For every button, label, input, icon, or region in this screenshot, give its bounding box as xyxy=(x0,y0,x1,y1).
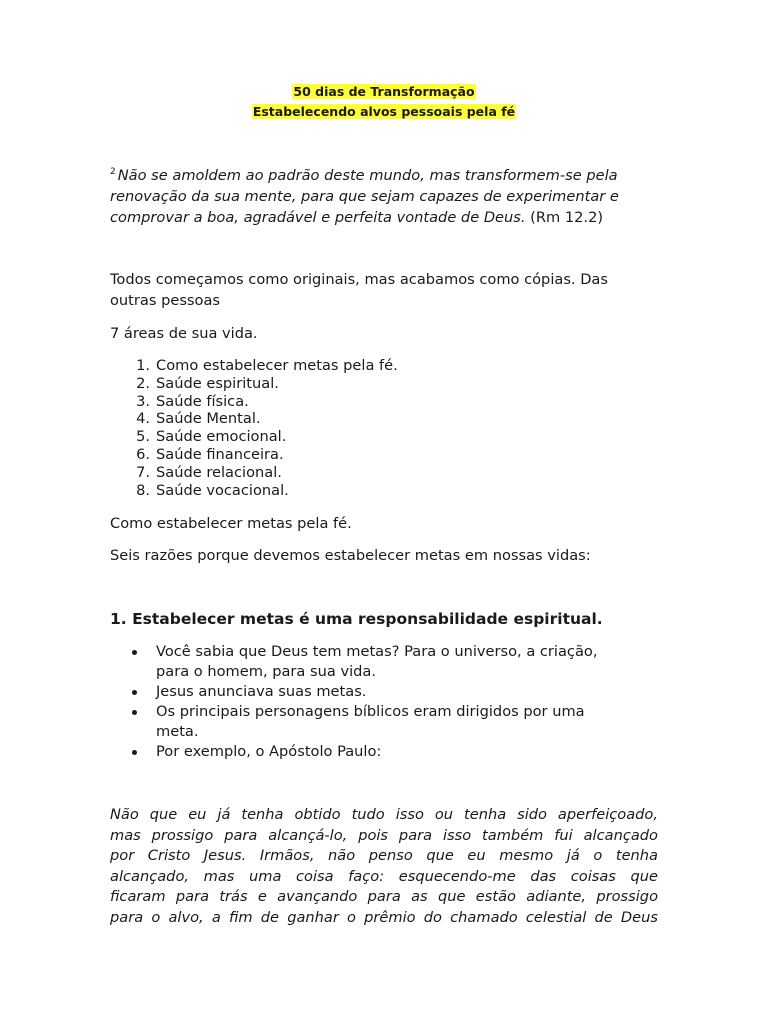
intro-paragraph: Todos começamos como originais, mas acabamos como cópias. Das outras pessoas xyxy=(110,271,608,309)
list-item-number: 4. xyxy=(136,410,150,428)
section-heading: 1. Estabelecer metas é uma responsabilidade espiritual. xyxy=(110,610,603,628)
bullet-icon xyxy=(132,710,137,715)
list-item-number: 7. xyxy=(136,463,150,481)
list-item-number: 1. xyxy=(136,357,150,374)
verse-reference: (Rm 12.2) xyxy=(530,209,604,226)
quote-line: Não que eu já tenha obtido tudo isso ou tenha sido aperfeiçoado, xyxy=(110,806,658,823)
list-item xyxy=(110,482,398,500)
verse-text: Não se amoldem ao padrão deste mundo, mas transformem-se pela renovação da sua mente, para que sejam capazes de experimentar e comprovar a boa, agradável e perfeita vontade de Deus. xyxy=(110,167,619,226)
list-item xyxy=(110,393,398,411)
document-title: 50 dias de Transformação xyxy=(293,84,475,99)
list-item-number: 8. xyxy=(136,481,150,499)
list-item xyxy=(110,464,398,482)
list-item-text: Saúde relacional. xyxy=(156,463,282,481)
list-item xyxy=(110,375,398,393)
list-item-number: 3. xyxy=(136,392,150,410)
bullet-text: Você sabia que Deus tem metas? Para o universo, a criação, xyxy=(156,643,598,660)
areas-title: 7 áreas de sua vida. xyxy=(110,325,258,342)
quote-paragraph xyxy=(110,805,658,928)
quote-line: ficaram para trás e avançando para as que estão adiante, prossigo xyxy=(110,888,658,905)
list-item-text: Saúde emocional. xyxy=(156,428,287,446)
quote-line: alcançado, mas uma coisa faço: esquecendo-me das coisas que xyxy=(110,867,658,885)
list-item-number: 6. xyxy=(136,445,150,463)
bullet-text-cont: para o homem, para sua vida. xyxy=(156,663,376,680)
verse-number: 2 xyxy=(110,167,116,177)
list-item xyxy=(110,742,630,762)
bullet-icon xyxy=(132,650,137,655)
document-subtitle-line xyxy=(0,104,768,120)
bullet-list xyxy=(110,642,630,762)
list-item xyxy=(110,702,630,742)
howto-paragraph: Como estabelecer metas pela fé. xyxy=(110,515,352,532)
list-item-text: Saúde financeira. xyxy=(156,445,284,463)
list-item-number: 2. xyxy=(136,374,150,392)
bible-verse xyxy=(110,162,658,228)
bullet-text: Jesus anunciava suas metas. xyxy=(156,683,367,700)
bullet-icon xyxy=(132,750,137,755)
list-item xyxy=(110,357,398,375)
quote-line: para o alvo, a fim de ganhar o prêmio do chamado celestial de Deus xyxy=(110,908,658,926)
document-title-line xyxy=(0,84,768,100)
reasons-paragraph: Seis razões porque devemos estabelecer metas em nossas vidas: xyxy=(110,547,591,564)
document-subtitle: Estabelecendo alvos pessoais pela fé xyxy=(252,104,516,119)
quote-line: por Cristo Jesus. Irmãos, não penso que eu mesmo já o tenha xyxy=(110,847,658,864)
list-item xyxy=(110,410,398,428)
list-item-text: Saúde espiritual. xyxy=(156,374,279,392)
bullet-icon xyxy=(132,690,137,695)
list-item xyxy=(110,446,398,464)
bullet-text: Por exemplo, o Apóstolo Paulo: xyxy=(156,743,382,760)
list-item xyxy=(110,682,630,702)
list-item-text: Saúde vocacional. xyxy=(156,481,289,499)
quote-line: mas prossigo para alcançá-lo, pois para isso também fui alcançado xyxy=(110,826,658,844)
list-item-text: Como estabelecer metas pela fé. xyxy=(156,357,398,374)
list-item xyxy=(110,642,630,682)
list-item-text: Saúde Mental. xyxy=(156,410,261,428)
list-item-text: Saúde física. xyxy=(156,392,249,410)
bullet-text-cont: meta. xyxy=(156,723,199,740)
list-item xyxy=(110,428,398,446)
list-item-number: 5. xyxy=(136,428,150,446)
bullet-text: Os principais personagens bíblicos eram dirigidos por uma xyxy=(156,703,585,720)
areas-list xyxy=(110,357,398,499)
